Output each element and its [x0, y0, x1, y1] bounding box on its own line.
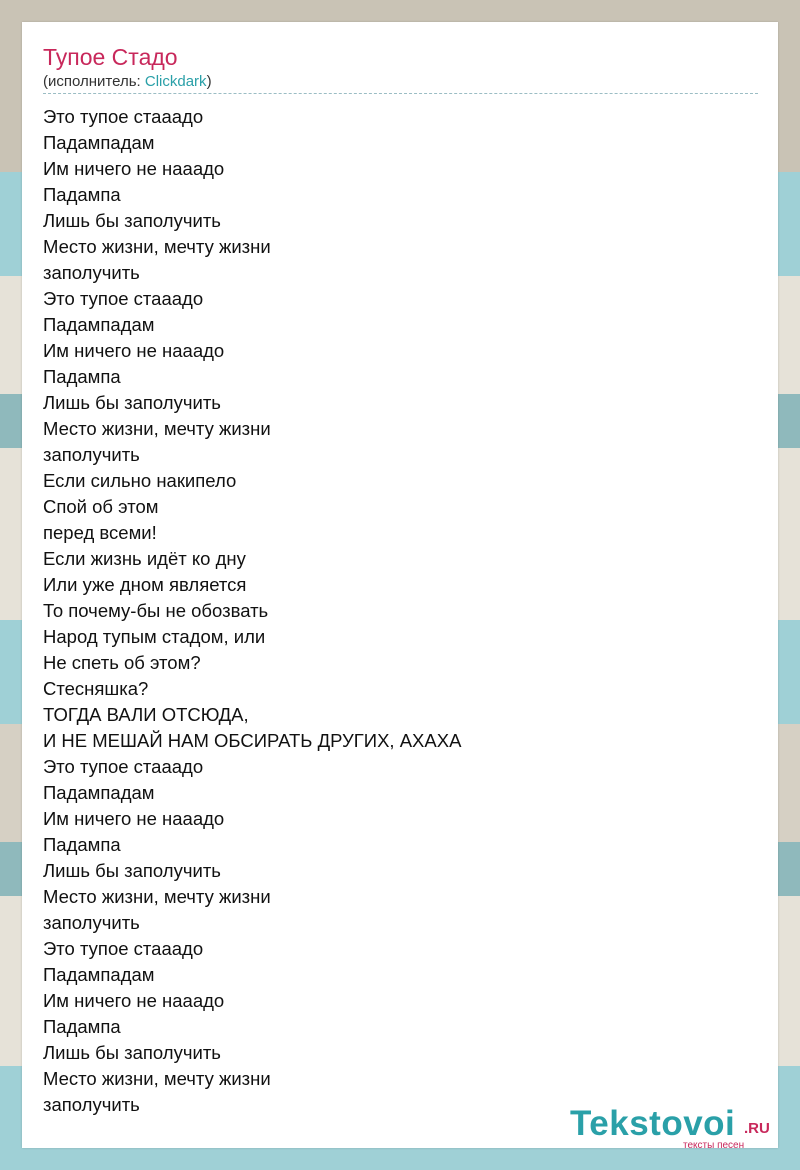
lyric-line: Народ тупым стадом, или [43, 626, 266, 647]
lyric-line: заполучить [43, 262, 140, 283]
lyric-line: Это тупое стааадо [43, 756, 204, 777]
lyric-line: Это тупое стааадо [43, 106, 204, 127]
lyric-line: заполучить [43, 912, 140, 933]
lyric-line: Или уже дном является [43, 574, 247, 595]
lyric-line: Им ничего не нааадо [43, 808, 225, 829]
artist-line [43, 72, 212, 92]
lyric-line: Падампа [43, 366, 121, 387]
title-divider [43, 93, 758, 94]
lyric-line: Им ничего не нааадо [43, 340, 225, 361]
lyric-line: Место жизни, мечту жизни [43, 236, 271, 257]
logo-name: Tekstovoi [570, 1104, 736, 1143]
lyric-line: Падампадам [43, 782, 155, 803]
lyric-line: Место жизни, мечту жизни [43, 1068, 271, 1089]
lyric-line: перед всеми! [43, 522, 157, 543]
lyric-line: Лишь бы заполучить [43, 210, 221, 231]
lyric-line: Падампа [43, 184, 121, 205]
lyric-line: Стесняшка? [43, 678, 149, 699]
lyrics-card [22, 22, 778, 1151]
lyric-line: Место жизни, мечту жизни [43, 418, 271, 439]
lyric-line: Не спеть об этом? [43, 652, 201, 673]
logo-tagline: тексты песен [683, 1140, 745, 1151]
lyric-line: То почему-бы не обозвать [43, 600, 269, 621]
lyric-line: Им ничего не нааадо [43, 158, 225, 179]
site-logo[interactable] [570, 1104, 780, 1151]
lyric-line: Это тупое стааадо [43, 938, 204, 959]
lyric-line: Это тупое стааадо [43, 288, 204, 309]
lyric-line: Падампадам [43, 964, 155, 985]
lyric-line: заполучить [43, 1094, 140, 1115]
lyric-line: Падампадам [43, 314, 155, 335]
lyric-line: Если жизнь идёт ко дну [43, 548, 246, 569]
lyric-line: Падампа [43, 1016, 121, 1037]
artist-link[interactable]: Clickdark [144, 73, 207, 90]
lyric-line: заполучить [43, 444, 140, 465]
logo-tld: .RU [744, 1120, 770, 1137]
artist-prefix: (исполнитель: [43, 73, 145, 90]
lyric-line: Лишь бы заполучить [43, 392, 221, 413]
lyric-line: Им ничего не нааадо [43, 990, 225, 1011]
lyric-line: Спой об этом [43, 496, 159, 517]
lyric-line: И НЕ МЕШАЙ НАМ ОБСИРАТЬ ДРУГИХ, АХАХА [43, 730, 462, 751]
lyric-line: ТОГДА ВАЛИ ОТСЮДА, [43, 704, 249, 725]
lyric-line: Если сильно накипело [43, 470, 237, 491]
song-title: Тупое Стадо [43, 44, 178, 70]
lyric-line: Падампадам [43, 132, 155, 153]
lyric-line: Лишь бы заполучить [43, 860, 221, 881]
lyric-line: Место жизни, мечту жизни [43, 886, 271, 907]
lyric-line: Лишь бы заполучить [43, 1042, 221, 1063]
artist-suffix: ) [206, 73, 212, 90]
lyric-line: Падампа [43, 834, 121, 855]
lyrics-text [43, 104, 758, 1118]
